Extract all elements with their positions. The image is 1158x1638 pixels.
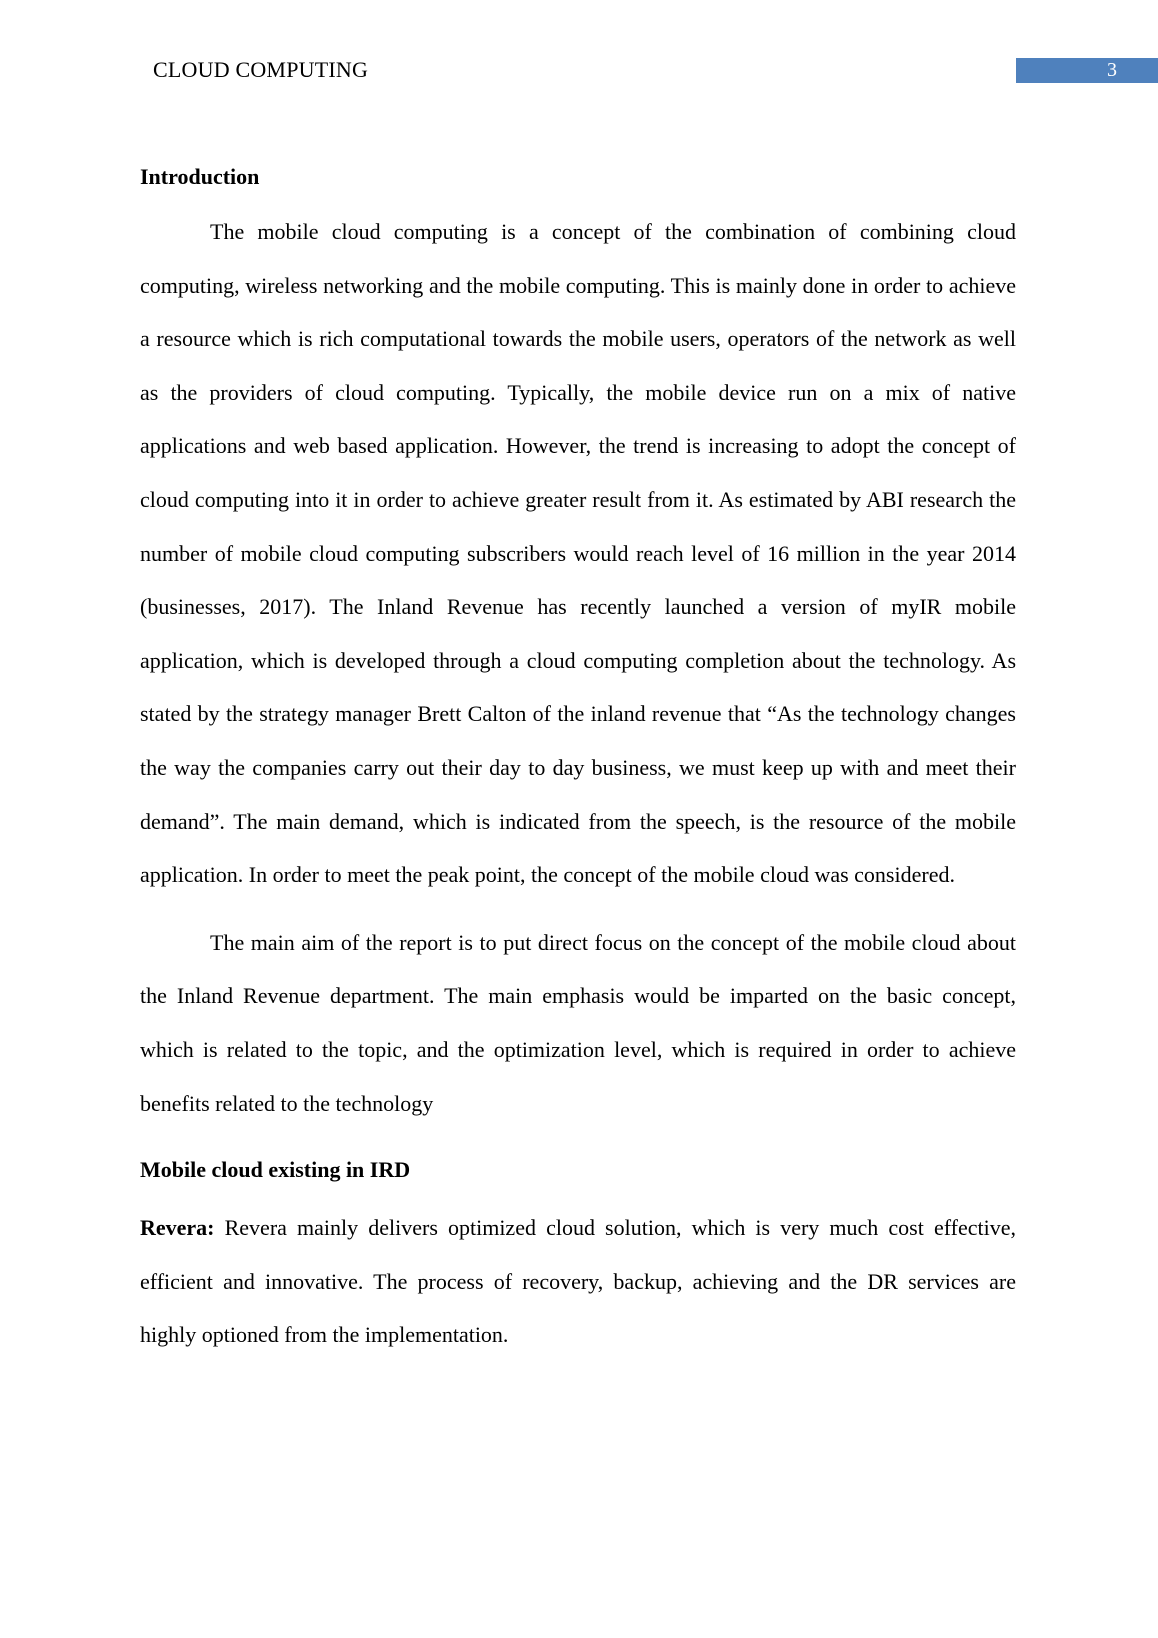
revera-label: Revera:: [140, 1215, 215, 1241]
document-body: [140, 157, 1016, 1362]
introduction-paragraph-2: The main aim of the report is to put direct focus on the concept of the mobile cloud about the Inland Revenue department. The main emphasis would be imparted on the basic concept, which is related to the topic, and the optimization level, which is required in order to achieve benefits related to the technology: [140, 929, 1016, 1116]
page-number: 3: [1107, 59, 1117, 81]
running-head: CLOUD COMPUTING: [153, 57, 369, 82]
revera-paragraph: [140, 1201, 1016, 1362]
mobile-cloud-heading: Mobile cloud existing in IRD: [140, 1157, 411, 1183]
revera-text: Revera mainly delivers optimized cloud solution, which is very much cost effective, efficient and innovative. The process of recovery, backup, achieving and the DR services are highly optioned from the implementation.: [140, 1215, 1016, 1348]
introduction-heading: Introduction: [140, 164, 260, 189]
introduction-paragraph-1: The mobile cloud computing is a concept of the combination of combining cloud computing, wireless networking and the mobile computing. This is mainly done in order to achieve a resource which is rich computational towards the mobile users, operators of the network as well as the providers of cloud computing. Typically, the mobile device run on a mix of native applications and web based application. However, the trend is increasing to adopt the concept of cloud computing into it in order to achieve greater result from it. As estimated by ABI research the number of mobile cloud computing subscribers would reach level of 16 million in the year 2014 (businesses, 2017). The Inland Revenue has recently launched a version of myIR mobile application, which is developed through a cloud computing completion about the technology. As stated by the strategy manager Brett Calton of the inland revenue that “As the technology changes the way the companies carry out their day to day business, we must keep up with and meet their demand”. The main demand, which is indicated from the speech, is the resource of the mobile application. In order to meet the peak point, the concept of the mobile cloud was considered.: [140, 219, 1016, 888]
page-number-bar: [1016, 58, 1158, 83]
